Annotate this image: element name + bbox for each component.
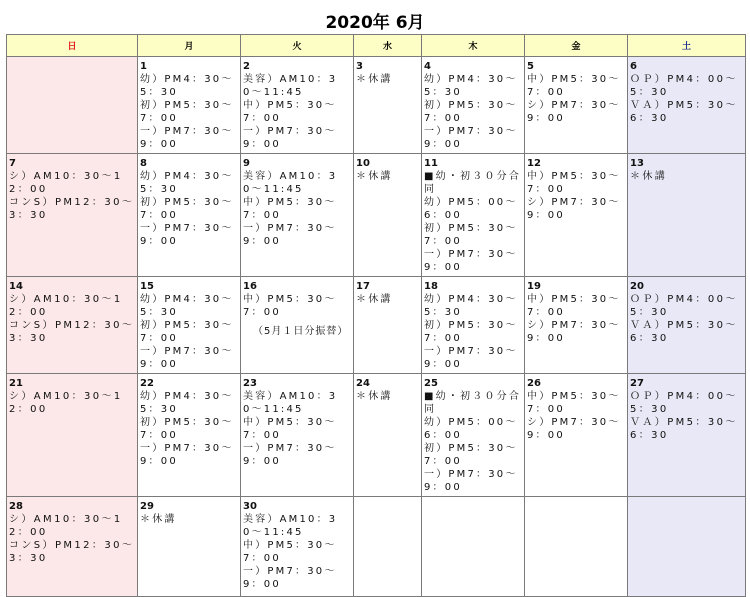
day-number: 14	[9, 281, 23, 292]
calendar-body	[7, 57, 746, 597]
class-entry: 幼）PM5：00〜6：00	[424, 417, 518, 441]
day-number: 7	[9, 158, 16, 169]
day-number: 10	[356, 158, 370, 169]
day-cell	[422, 497, 525, 597]
day-cell	[354, 277, 422, 374]
day-cell	[628, 154, 746, 277]
class-entry: 一）PM7：30〜9：00	[424, 126, 518, 150]
class-entry: 初）PM5：30〜7：00	[140, 417, 234, 441]
class-entry: 中）PM5：30〜7：00	[243, 100, 337, 124]
day-note: （5月１日分振替）	[253, 326, 349, 337]
day-number: 6	[630, 61, 637, 72]
day-cell	[525, 154, 628, 277]
day-number: 24	[356, 378, 370, 389]
day-cell	[525, 374, 628, 497]
weekday-header-tue: 火	[241, 35, 354, 57]
class-entry: シ）AM10：30〜12：00	[9, 391, 123, 415]
day-cell	[354, 374, 422, 497]
day-cell	[138, 154, 241, 277]
class-entry: 一）PM7：30〜9：00	[243, 443, 337, 467]
day-number: 9	[243, 158, 250, 169]
class-entry: 一）PM7：30〜9：00	[140, 346, 234, 370]
class-entry: 中）PM5：30〜7：00	[243, 417, 337, 441]
class-entry: 美容）AM10：30〜11:45	[243, 391, 338, 415]
day-number: 1	[140, 61, 147, 72]
week-row	[7, 154, 746, 277]
class-entry: 初）PM5：30〜7：00	[140, 100, 234, 124]
weekday-header-row	[7, 35, 746, 57]
class-entry: 幼）PM4：30〜5：30	[140, 171, 234, 195]
class-entry: 中）PM5：30〜7：00	[243, 294, 337, 318]
day-cell	[138, 497, 241, 597]
class-entry: ■幼・初３０分合同	[424, 171, 522, 195]
class-entry: ■幼・初３０分合同	[424, 391, 522, 415]
day-cell	[7, 497, 138, 597]
day-number: 17	[356, 281, 370, 292]
class-entry: シ）PM7：30〜9：00	[527, 100, 621, 124]
day-cell	[354, 497, 422, 597]
class-entry: 美容）AM10：30〜11:45	[243, 514, 338, 538]
day-number: 18	[424, 281, 438, 292]
class-entry: 幼）PM4：30〜5：30	[140, 74, 234, 98]
day-number: 11	[424, 158, 438, 169]
day-number: 28	[9, 501, 23, 512]
day-number: 13	[630, 158, 644, 169]
class-entry: 美容）AM10：30〜11:45	[243, 74, 338, 98]
day-cell	[422, 154, 525, 277]
day-number: 2	[243, 61, 250, 72]
day-number: 30	[243, 501, 257, 512]
class-entry: 一）PM7：30〜9：00	[243, 566, 337, 590]
class-entry: 初）PM5：30〜7：00	[424, 100, 518, 124]
day-number: 21	[9, 378, 23, 389]
class-entry: 幼）PM4：30〜5：30	[140, 391, 234, 415]
class-entry: ＯＰ）PM4：00〜5：30	[630, 294, 738, 318]
class-entry: ＊休講	[356, 391, 393, 402]
day-number: 20	[630, 281, 644, 292]
day-number: 16	[243, 281, 257, 292]
class-entry: 中）PM5：30〜7：00	[243, 540, 337, 564]
class-entry: 初）PM5：30〜7：00	[140, 197, 234, 221]
day-cell	[241, 497, 354, 597]
day-cell	[628, 57, 746, 154]
day-cell	[628, 374, 746, 497]
class-entry: 初）PM5：30〜7：00	[424, 320, 518, 344]
day-number: 27	[630, 378, 644, 389]
day-number: 29	[140, 501, 154, 512]
day-number: 22	[140, 378, 154, 389]
class-entry: ＊休講	[356, 294, 393, 305]
class-entry: 初）PM5：30〜7：00	[140, 320, 234, 344]
calendar-title: 2020年 6月	[325, 13, 425, 33]
day-cell	[628, 497, 746, 597]
class-entry: シ）AM10：30〜12：00	[9, 294, 123, 318]
day-cell	[422, 57, 525, 154]
day-cell	[138, 277, 241, 374]
day-cell	[354, 154, 422, 277]
day-number: 3	[356, 61, 363, 72]
class-entry: ＶＡ）PM5：30〜6：30	[630, 100, 738, 124]
class-entry: 中）PM5：30〜7：00	[527, 171, 621, 195]
class-entry: ＯＰ）PM4：00〜5：30	[630, 391, 738, 415]
week-row	[7, 497, 746, 597]
class-entry: シ）PM7：30〜9：00	[527, 320, 621, 344]
class-entry: コンS）PM12：30〜3：30	[9, 197, 135, 221]
day-number: 15	[140, 281, 154, 292]
class-entry: 中）PM5：30〜7：00	[527, 294, 621, 318]
class-entry: コンS）PM12：30〜3：30	[9, 540, 135, 564]
day-cell	[7, 57, 138, 154]
class-entry: シ）PM7：30〜9：00	[527, 197, 621, 221]
class-entry: 中）PM5：30〜7：00	[527, 74, 621, 98]
class-entry: 一）PM7：30〜9：00	[424, 346, 518, 370]
class-entry: シ）PM7：30〜9：00	[527, 417, 621, 441]
class-entry: 幼）PM4：30〜5：30	[424, 294, 518, 318]
weekday-header-thu: 木	[422, 35, 525, 57]
class-entry: 一）PM7：30〜9：00	[140, 223, 234, 247]
day-cell	[422, 374, 525, 497]
class-entry: 一）PM7：30〜9：00	[243, 223, 337, 247]
class-entry: 幼）PM4：30〜5：30	[140, 294, 234, 318]
class-entry: 幼）PM5：00〜6：00	[424, 197, 518, 221]
weekday-header-sun: 日	[7, 35, 138, 57]
day-cell	[241, 154, 354, 277]
day-cell	[422, 277, 525, 374]
class-entry: 一）PM7：30〜9：00	[243, 126, 337, 150]
day-cell	[138, 374, 241, 497]
day-cell	[241, 374, 354, 497]
weekday-header-sat: 土	[628, 35, 746, 57]
class-entry: 中）PM5：30〜7：00	[527, 391, 621, 415]
calendar-table	[6, 34, 746, 597]
day-number: 26	[527, 378, 541, 389]
class-entry: 一）PM7：30〜9：00	[140, 443, 234, 467]
day-number: 25	[424, 378, 438, 389]
class-entry: ＯＰ）PM4：00〜5：30	[630, 74, 738, 98]
class-entry: ＊休講	[356, 171, 393, 182]
day-cell	[7, 277, 138, 374]
day-number: 23	[243, 378, 257, 389]
class-entry: コンS）PM12：30〜3：30	[9, 320, 135, 344]
class-entry: 美容）AM10：30〜11:45	[243, 171, 338, 195]
weekday-header-wed: 水	[354, 35, 422, 57]
day-cell	[7, 154, 138, 277]
weekday-header-mon: 月	[138, 35, 241, 57]
class-entry: ＊休講	[630, 171, 668, 182]
day-cell	[525, 277, 628, 374]
class-entry: ＊休講	[140, 514, 177, 525]
day-cell	[138, 57, 241, 154]
day-cell	[628, 277, 746, 374]
day-cell	[7, 374, 138, 497]
class-entry: 一）PM7：30〜9：00	[424, 249, 518, 273]
day-number: 5	[527, 61, 534, 72]
class-entry: 中）PM5：30〜7：00	[243, 197, 337, 221]
day-number: 12	[527, 158, 541, 169]
class-entry: 幼）PM4：30〜5：30	[424, 74, 518, 98]
week-row	[7, 57, 746, 154]
day-cell	[525, 497, 628, 597]
week-row	[7, 374, 746, 497]
day-cell	[241, 277, 354, 374]
class-entry: ＶＡ）PM5：30〜6：30	[630, 417, 738, 441]
day-number: 4	[424, 61, 431, 72]
weekday-header-fri: 金	[525, 35, 628, 57]
class-entry: シ）AM10：30〜12：00	[9, 514, 123, 538]
day-cell	[354, 57, 422, 154]
class-entry: シ）AM10：30〜12：00	[9, 171, 123, 195]
class-entry: 初）PM5：30〜7：00	[424, 223, 518, 247]
day-number: 8	[140, 158, 147, 169]
week-row	[7, 277, 746, 374]
class-entry: 一）PM7：30〜9：00	[424, 469, 518, 493]
day-cell	[241, 57, 354, 154]
day-cell	[525, 57, 628, 154]
class-entry: ＊休講	[356, 74, 393, 85]
class-entry: ＶＡ）PM5：30〜6：30	[630, 320, 738, 344]
class-entry: 一）PM7：30〜9：00	[140, 126, 234, 150]
class-entry: 初）PM5：30〜7：00	[424, 443, 518, 467]
day-number: 19	[527, 281, 541, 292]
